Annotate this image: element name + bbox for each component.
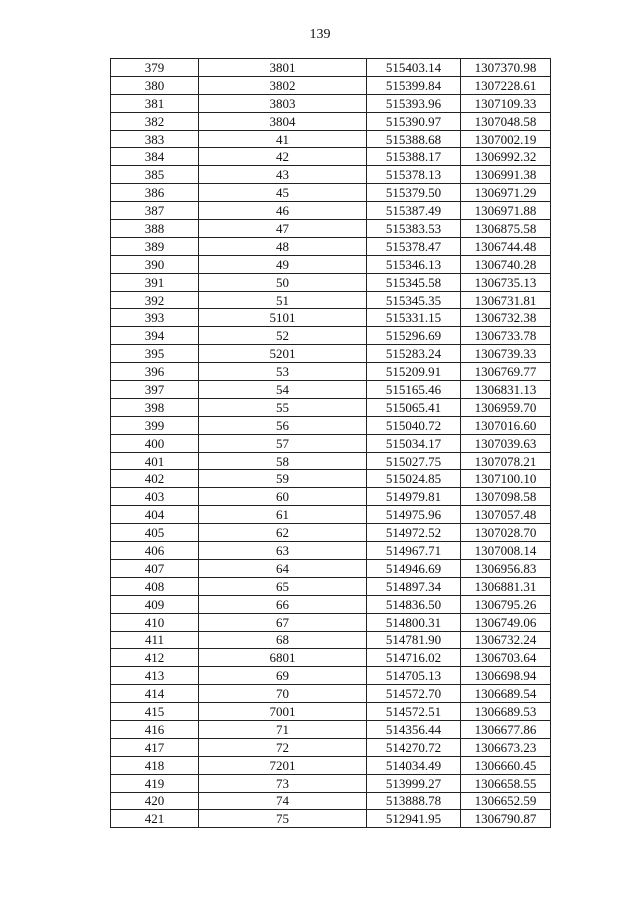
point-id-cell: 51	[199, 291, 367, 309]
x-coordinate-cell: 515065.41	[367, 398, 461, 416]
y-coordinate-cell: 1307228.61	[461, 76, 551, 94]
table-row	[111, 631, 551, 649]
point-id-cell: 49	[199, 255, 367, 273]
table-row	[111, 130, 551, 148]
y-coordinate-cell: 1307078.21	[461, 452, 551, 470]
table-row	[111, 416, 551, 434]
x-coordinate-cell: 515387.49	[367, 202, 461, 220]
table-row	[111, 792, 551, 810]
y-coordinate-cell: 1306733.78	[461, 327, 551, 345]
coordinates-table	[110, 58, 551, 828]
x-coordinate-cell: 515399.84	[367, 76, 461, 94]
page-number: 139	[309, 27, 331, 42]
y-coordinate-cell: 1306992.32	[461, 148, 551, 166]
x-coordinate-cell: 514897.34	[367, 577, 461, 595]
table-row	[111, 398, 551, 416]
row-index-cell: 407	[111, 559, 199, 577]
x-coordinate-cell: 515390.97	[367, 112, 461, 130]
table-row	[111, 291, 551, 309]
table-row	[111, 595, 551, 613]
x-coordinate-cell: 515393.96	[367, 94, 461, 112]
table-row	[111, 488, 551, 506]
point-id-cell: 48	[199, 237, 367, 255]
y-coordinate-cell: 1306732.38	[461, 309, 551, 327]
table-row	[111, 738, 551, 756]
row-index-cell: 421	[111, 810, 199, 828]
x-coordinate-cell: 515331.15	[367, 309, 461, 327]
y-coordinate-cell: 1307008.14	[461, 542, 551, 560]
point-id-cell: 65	[199, 577, 367, 595]
table-row	[111, 202, 551, 220]
x-coordinate-cell: 515379.50	[367, 184, 461, 202]
row-index-cell: 418	[111, 756, 199, 774]
x-coordinate-cell: 515024.85	[367, 470, 461, 488]
x-coordinate-cell: 514972.52	[367, 524, 461, 542]
table-row	[111, 59, 551, 77]
table-row	[111, 220, 551, 238]
y-coordinate-cell: 1306744.48	[461, 237, 551, 255]
row-index-cell: 381	[111, 94, 199, 112]
table-row	[111, 613, 551, 631]
table-row	[111, 273, 551, 291]
y-coordinate-cell: 1307098.58	[461, 488, 551, 506]
y-coordinate-cell: 1306658.55	[461, 774, 551, 792]
point-id-cell: 68	[199, 631, 367, 649]
x-coordinate-cell: 515378.13	[367, 166, 461, 184]
x-coordinate-cell: 515388.68	[367, 130, 461, 148]
point-id-cell: 73	[199, 774, 367, 792]
x-coordinate-cell: 514979.81	[367, 488, 461, 506]
point-id-cell: 54	[199, 381, 367, 399]
x-coordinate-cell: 514800.31	[367, 613, 461, 631]
x-coordinate-cell: 515345.35	[367, 291, 461, 309]
point-id-cell: 66	[199, 595, 367, 613]
y-coordinate-cell: 1306749.06	[461, 613, 551, 631]
point-id-cell: 71	[199, 720, 367, 738]
x-coordinate-cell: 515283.24	[367, 345, 461, 363]
x-coordinate-cell: 515165.46	[367, 381, 461, 399]
table-row	[111, 94, 551, 112]
point-id-cell: 46	[199, 202, 367, 220]
point-id-cell: 62	[199, 524, 367, 542]
table-row	[111, 756, 551, 774]
table-row	[111, 559, 551, 577]
point-id-cell: 75	[199, 810, 367, 828]
row-index-cell: 386	[111, 184, 199, 202]
table-row	[111, 345, 551, 363]
table-row	[111, 542, 551, 560]
x-coordinate-cell: 512941.95	[367, 810, 461, 828]
table-row	[111, 470, 551, 488]
table-row	[111, 452, 551, 470]
table-row	[111, 237, 551, 255]
point-id-cell: 3804	[199, 112, 367, 130]
table-row	[111, 703, 551, 721]
row-index-cell: 404	[111, 506, 199, 524]
point-id-cell: 70	[199, 685, 367, 703]
y-coordinate-cell: 1306956.83	[461, 559, 551, 577]
x-coordinate-cell: 513888.78	[367, 792, 461, 810]
point-id-cell: 5101	[199, 309, 367, 327]
y-coordinate-cell: 1307057.48	[461, 506, 551, 524]
point-id-cell: 64	[199, 559, 367, 577]
point-id-cell: 60	[199, 488, 367, 506]
point-id-cell: 53	[199, 363, 367, 381]
point-id-cell: 63	[199, 542, 367, 560]
row-index-cell: 408	[111, 577, 199, 595]
row-index-cell: 390	[111, 255, 199, 273]
y-coordinate-cell: 1307002.19	[461, 130, 551, 148]
point-id-cell: 43	[199, 166, 367, 184]
point-id-cell: 7001	[199, 703, 367, 721]
row-index-cell: 391	[111, 273, 199, 291]
y-coordinate-cell: 1306698.94	[461, 667, 551, 685]
point-id-cell: 45	[199, 184, 367, 202]
table-row	[111, 577, 551, 595]
row-index-cell: 389	[111, 237, 199, 255]
row-index-cell: 414	[111, 685, 199, 703]
y-coordinate-cell: 1307100.10	[461, 470, 551, 488]
x-coordinate-cell: 515034.17	[367, 434, 461, 452]
row-index-cell: 380	[111, 76, 199, 94]
y-coordinate-cell: 1306971.29	[461, 184, 551, 202]
x-coordinate-cell: 515296.69	[367, 327, 461, 345]
row-index-cell: 387	[111, 202, 199, 220]
y-coordinate-cell: 1306660.45	[461, 756, 551, 774]
table-row	[111, 434, 551, 452]
table-row	[111, 667, 551, 685]
y-coordinate-cell: 1306652.59	[461, 792, 551, 810]
y-coordinate-cell: 1307370.98	[461, 59, 551, 77]
x-coordinate-cell: 514967.71	[367, 542, 461, 560]
x-coordinate-cell: 514356.44	[367, 720, 461, 738]
table-row	[111, 327, 551, 345]
table-row	[111, 148, 551, 166]
row-index-cell: 403	[111, 488, 199, 506]
x-coordinate-cell: 515378.47	[367, 237, 461, 255]
table-row	[111, 774, 551, 792]
y-coordinate-cell: 1306831.13	[461, 381, 551, 399]
point-id-cell: 3803	[199, 94, 367, 112]
x-coordinate-cell: 514034.49	[367, 756, 461, 774]
point-id-cell: 3801	[199, 59, 367, 77]
row-index-cell: 410	[111, 613, 199, 631]
point-id-cell: 50	[199, 273, 367, 291]
coordinates-table-body	[111, 59, 551, 828]
table-row	[111, 506, 551, 524]
table-row	[111, 381, 551, 399]
x-coordinate-cell: 515346.13	[367, 255, 461, 273]
point-id-cell: 41	[199, 130, 367, 148]
y-coordinate-cell: 1306769.77	[461, 363, 551, 381]
x-coordinate-cell: 515345.58	[367, 273, 461, 291]
row-index-cell: 411	[111, 631, 199, 649]
table-row	[111, 649, 551, 667]
y-coordinate-cell: 1306881.31	[461, 577, 551, 595]
x-coordinate-cell: 514716.02	[367, 649, 461, 667]
row-index-cell: 397	[111, 381, 199, 399]
point-id-cell: 67	[199, 613, 367, 631]
row-index-cell: 412	[111, 649, 199, 667]
table-row	[111, 363, 551, 381]
row-index-cell: 416	[111, 720, 199, 738]
row-index-cell: 382	[111, 112, 199, 130]
x-coordinate-cell: 513999.27	[367, 774, 461, 792]
x-coordinate-cell: 515040.72	[367, 416, 461, 434]
x-coordinate-cell: 515383.53	[367, 220, 461, 238]
point-id-cell: 69	[199, 667, 367, 685]
x-coordinate-cell: 514572.70	[367, 685, 461, 703]
y-coordinate-cell: 1307028.70	[461, 524, 551, 542]
x-coordinate-cell: 515403.14	[367, 59, 461, 77]
x-coordinate-cell: 514705.13	[367, 667, 461, 685]
table-row	[111, 685, 551, 703]
point-id-cell: 61	[199, 506, 367, 524]
x-coordinate-cell: 514270.72	[367, 738, 461, 756]
row-index-cell: 388	[111, 220, 199, 238]
point-id-cell: 55	[199, 398, 367, 416]
y-coordinate-cell: 1306703.64	[461, 649, 551, 667]
y-coordinate-cell: 1306677.86	[461, 720, 551, 738]
point-id-cell: 3802	[199, 76, 367, 94]
point-id-cell: 5201	[199, 345, 367, 363]
point-id-cell: 6801	[199, 649, 367, 667]
row-index-cell: 419	[111, 774, 199, 792]
y-coordinate-cell: 1306875.58	[461, 220, 551, 238]
x-coordinate-cell: 515027.75	[367, 452, 461, 470]
row-index-cell: 413	[111, 667, 199, 685]
x-coordinate-cell: 515209.91	[367, 363, 461, 381]
y-coordinate-cell: 1307048.58	[461, 112, 551, 130]
table-row	[111, 184, 551, 202]
row-index-cell: 379	[111, 59, 199, 77]
y-coordinate-cell: 1307016.60	[461, 416, 551, 434]
point-id-cell: 74	[199, 792, 367, 810]
row-index-cell: 396	[111, 363, 199, 381]
point-id-cell: 52	[199, 327, 367, 345]
y-coordinate-cell: 1306790.87	[461, 810, 551, 828]
x-coordinate-cell: 514572.51	[367, 703, 461, 721]
y-coordinate-cell: 1306735.13	[461, 273, 551, 291]
x-coordinate-cell: 514836.50	[367, 595, 461, 613]
table-row	[111, 112, 551, 130]
row-index-cell: 393	[111, 309, 199, 327]
table-row	[111, 720, 551, 738]
y-coordinate-cell: 1306689.54	[461, 685, 551, 703]
row-index-cell: 383	[111, 130, 199, 148]
x-coordinate-cell: 515388.17	[367, 148, 461, 166]
y-coordinate-cell: 1306732.24	[461, 631, 551, 649]
table-row	[111, 810, 551, 828]
x-coordinate-cell: 514781.90	[367, 631, 461, 649]
y-coordinate-cell: 1307039.63	[461, 434, 551, 452]
row-index-cell: 395	[111, 345, 199, 363]
row-index-cell: 401	[111, 452, 199, 470]
x-coordinate-cell: 514946.69	[367, 559, 461, 577]
row-index-cell: 405	[111, 524, 199, 542]
y-coordinate-cell: 1306959.70	[461, 398, 551, 416]
y-coordinate-cell: 1306673.23	[461, 738, 551, 756]
row-index-cell: 399	[111, 416, 199, 434]
row-index-cell: 417	[111, 738, 199, 756]
point-id-cell: 72	[199, 738, 367, 756]
x-coordinate-cell: 514975.96	[367, 506, 461, 524]
y-coordinate-cell: 1306795.26	[461, 595, 551, 613]
point-id-cell: 47	[199, 220, 367, 238]
y-coordinate-cell: 1306991.38	[461, 166, 551, 184]
row-index-cell: 400	[111, 434, 199, 452]
row-index-cell: 402	[111, 470, 199, 488]
point-id-cell: 58	[199, 452, 367, 470]
table-row	[111, 76, 551, 94]
y-coordinate-cell: 1306731.81	[461, 291, 551, 309]
row-index-cell: 398	[111, 398, 199, 416]
table-row	[111, 524, 551, 542]
point-id-cell: 42	[199, 148, 367, 166]
point-id-cell: 57	[199, 434, 367, 452]
table-row	[111, 255, 551, 273]
y-coordinate-cell: 1306739.33	[461, 345, 551, 363]
row-index-cell: 394	[111, 327, 199, 345]
row-index-cell: 384	[111, 148, 199, 166]
table-row	[111, 166, 551, 184]
point-id-cell: 59	[199, 470, 367, 488]
row-index-cell: 415	[111, 703, 199, 721]
y-coordinate-cell: 1306689.53	[461, 703, 551, 721]
point-id-cell: 7201	[199, 756, 367, 774]
row-index-cell: 406	[111, 542, 199, 560]
y-coordinate-cell: 1306971.88	[461, 202, 551, 220]
y-coordinate-cell: 1307109.33	[461, 94, 551, 112]
row-index-cell: 420	[111, 792, 199, 810]
y-coordinate-cell: 1306740.28	[461, 255, 551, 273]
row-index-cell: 409	[111, 595, 199, 613]
point-id-cell: 56	[199, 416, 367, 434]
row-index-cell: 385	[111, 166, 199, 184]
table-row	[111, 309, 551, 327]
row-index-cell: 392	[111, 291, 199, 309]
